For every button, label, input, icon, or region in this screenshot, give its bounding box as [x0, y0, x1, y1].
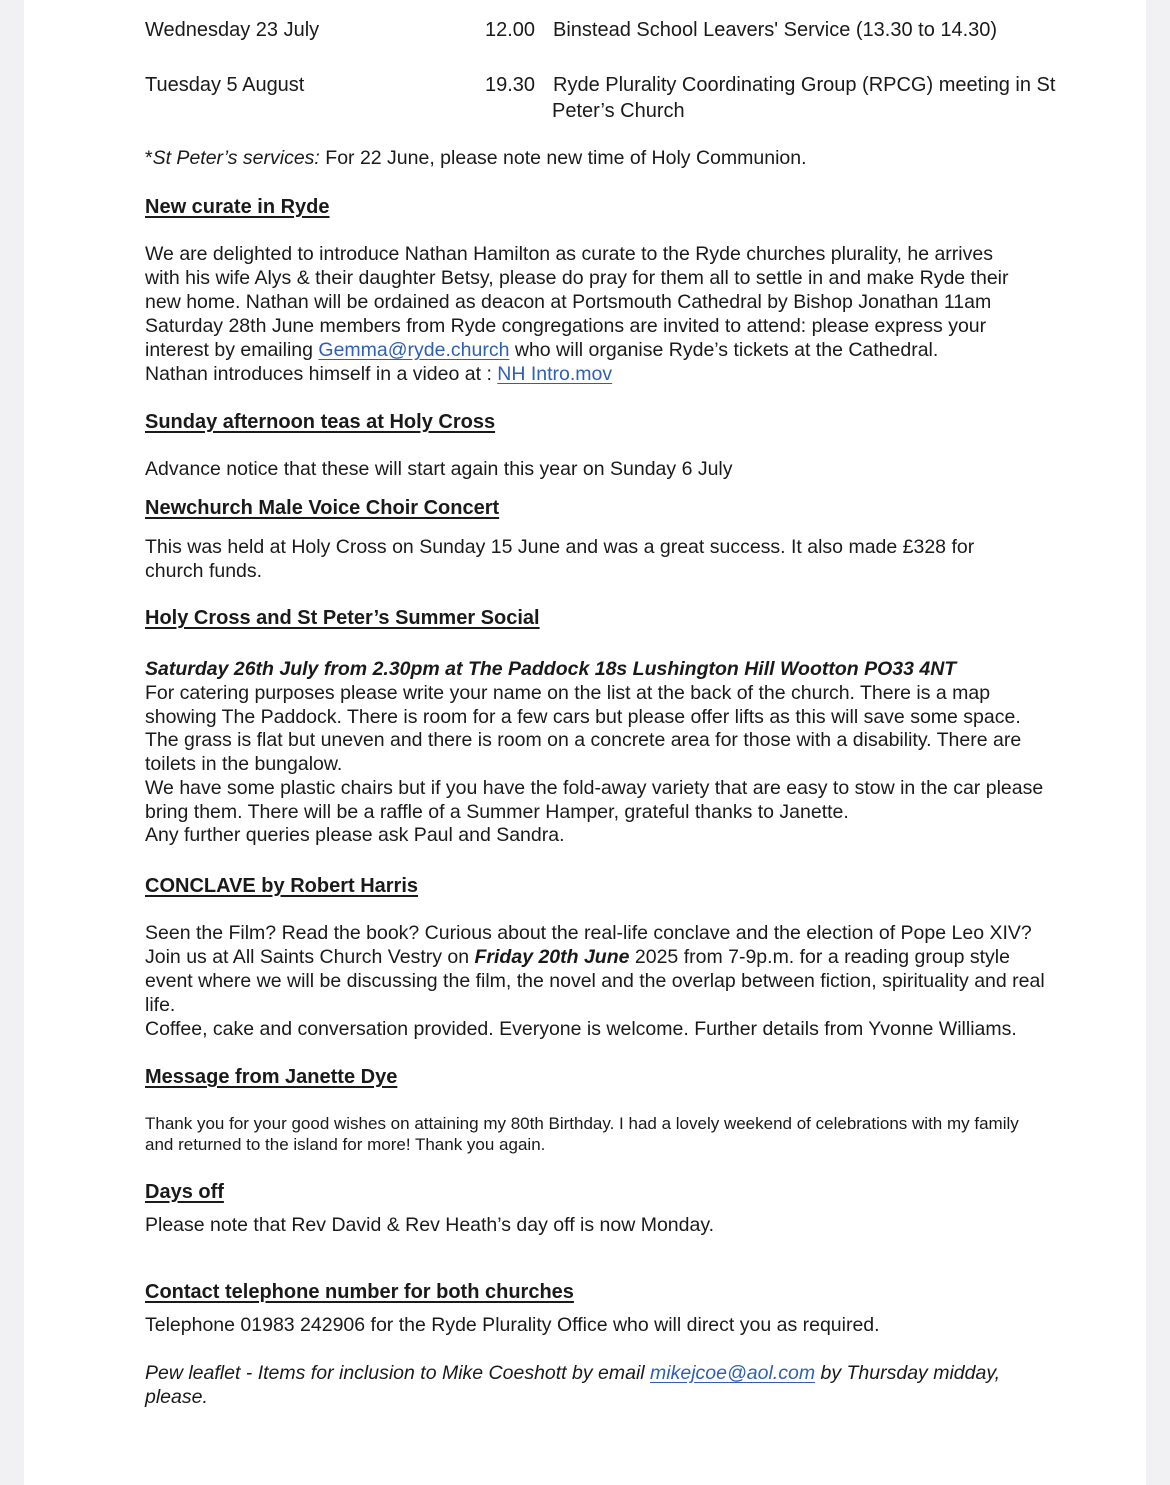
schedule-time-1: 12.00 — [485, 19, 536, 41]
gemma-email-link[interactable]: Gemma@ryde.church — [318, 339, 510, 361]
choir-line-2: church funds. — [145, 560, 263, 582]
social-line-1: For catering purposes please write your name on the list at the back of the church. There is a map — [145, 682, 991, 704]
pew-leaflet-text-b: by Thursday midday, — [815, 1362, 1001, 1384]
social-line-3: The grass is flat but uneven and there is room on a concrete area for those with a disability. There are — [145, 729, 1022, 751]
choir-line-1: This was held at Holy Cross on Sunday 15 June and was a great success. It also made £328 for — [145, 536, 975, 558]
social-line-6: bring them. There will be a raffle of a Summer Hamper, grateful thanks to Janette. — [145, 801, 849, 823]
document-page — [24, 0, 1146, 1485]
janette-heading: Message from Janette Dye — [145, 1066, 398, 1088]
social-line-2: showing The Paddock. There is room for a few cars but please offer lifts as this will save some space. — [145, 706, 1021, 728]
schedule-event-2-line1: Ryde Plurality Coordinating Group (RPCG) meeting in St — [553, 74, 1056, 96]
conclave-line-4: life. — [145, 994, 176, 1016]
contact-text: Telephone 01983 242906 for the Ryde Plurality Office who will direct you as required. — [145, 1314, 880, 1336]
schedule-day-2: Tuesday 5 August — [145, 74, 305, 96]
curate-line-3: new home. Nathan will be ordained as deacon at Portsmouth Cathedral by Bishop Jonathan 11am — [145, 291, 992, 313]
conclave-line-3: event where we will be discussing the film, the novel and the overlap between fiction, spirituality and real — [145, 970, 1045, 992]
note-italic: St Peter’s services: — [152, 147, 320, 169]
conclave-heading: CONCLAVE by Robert Harris — [145, 875, 419, 897]
janette-line-2: and returned to the island for more! Thank you again. — [145, 1135, 546, 1154]
choir-heading: Newchurch Male Voice Choir Concert — [145, 497, 500, 519]
conclave-line-1: Seen the Film? Read the book? Curious about the real-life conclave and the election of Pope Leo XIV? — [145, 922, 1032, 944]
pew-leaflet-text-a: Pew leaflet - Items for inclusion to Mike Coeshott by email — [145, 1362, 651, 1384]
teas-heading: Sunday afternoon teas at Holy Cross — [145, 411, 496, 433]
curate-line-5-text-b: who will organise Ryde’s tickets at the Cathedral. — [509, 339, 939, 361]
mike-email-link[interactable]: mikejcoe@aol.com — [650, 1362, 816, 1384]
social-heading: Holy Cross and St Peter’s Summer Social — [145, 607, 540, 629]
schedule-event-2-line2: Peter’s Church — [552, 100, 685, 122]
conclave-line-2 — [145, 945, 1010, 969]
nh-intro-video-link[interactable]: NH Intro.mov — [497, 363, 613, 385]
pew-leaflet-line-1 — [145, 1361, 1000, 1385]
janette-line-1: Thank you for your good wishes on attaining my 80th Birthday. I had a lovely weekend of celebrations with my family — [145, 1114, 1019, 1133]
schedule-time-2: 19.30 — [485, 74, 536, 96]
curate-line-2: with his wife Alys & their daughter Betsy, please do pray for them all to settle in and make Ryde their — [145, 267, 1009, 289]
note-rest: For 22 June, please note new time of Holy Communion. — [319, 147, 807, 169]
services-note — [145, 146, 807, 170]
contact-heading: Contact telephone number for both churches — [145, 1281, 574, 1303]
curate-line-5-text-a: interest by emailing — [145, 339, 319, 361]
conclave-line-2-text-a: Join us at All Saints Church Vestry on — [145, 946, 475, 968]
pew-leaflet-line-2: please. — [145, 1386, 208, 1408]
curate-line-6 — [145, 362, 612, 386]
curate-line-5 — [145, 338, 938, 362]
social-date-location: Saturday 26th July from 2.30pm at The Paddock 18s Lushington Hill Wootton PO33 4NT — [145, 658, 957, 680]
social-line-5: We have some plastic chairs but if you have the fold-away variety that are easy to stow in the car please — [145, 777, 1044, 799]
curate-line-1: We are delighted to introduce Nathan Hamilton as curate to the Ryde churches plurality, he arrives — [145, 243, 993, 265]
days-off-heading: Days off — [145, 1181, 224, 1203]
schedule-event-1: Binstead School Leavers' Service (13.30 to 14.30) — [553, 19, 998, 41]
social-line-7: Any further queries please ask Paul and Sandra. — [145, 824, 565, 846]
conclave-line-2-text-b: 2025 from 7-9p.m. for a reading group style — [629, 946, 1010, 968]
curate-heading: New curate in Ryde — [145, 196, 330, 218]
social-line-4: toilets in the bungalow. — [145, 753, 343, 775]
curate-line-4: Saturday 28th June members from Ryde congregations are invited to attend: please express your — [145, 315, 987, 337]
days-off-text: Please note that Rev David & Rev Heath’s day off is now Monday. — [145, 1214, 715, 1236]
teas-text: Advance notice that these will start again this year on Sunday 6 July — [145, 458, 733, 480]
conclave-date: Friday 20th June — [474, 946, 630, 968]
conclave-line-5: Coffee, cake and conversation provided. Everyone is welcome. Further details from Yvonne Williams. — [145, 1018, 1017, 1040]
note-star: * — [145, 147, 153, 169]
curate-line-6-text: Nathan introduces himself in a video at : — [145, 363, 498, 385]
schedule-day-1: Wednesday 23 July — [145, 19, 320, 41]
